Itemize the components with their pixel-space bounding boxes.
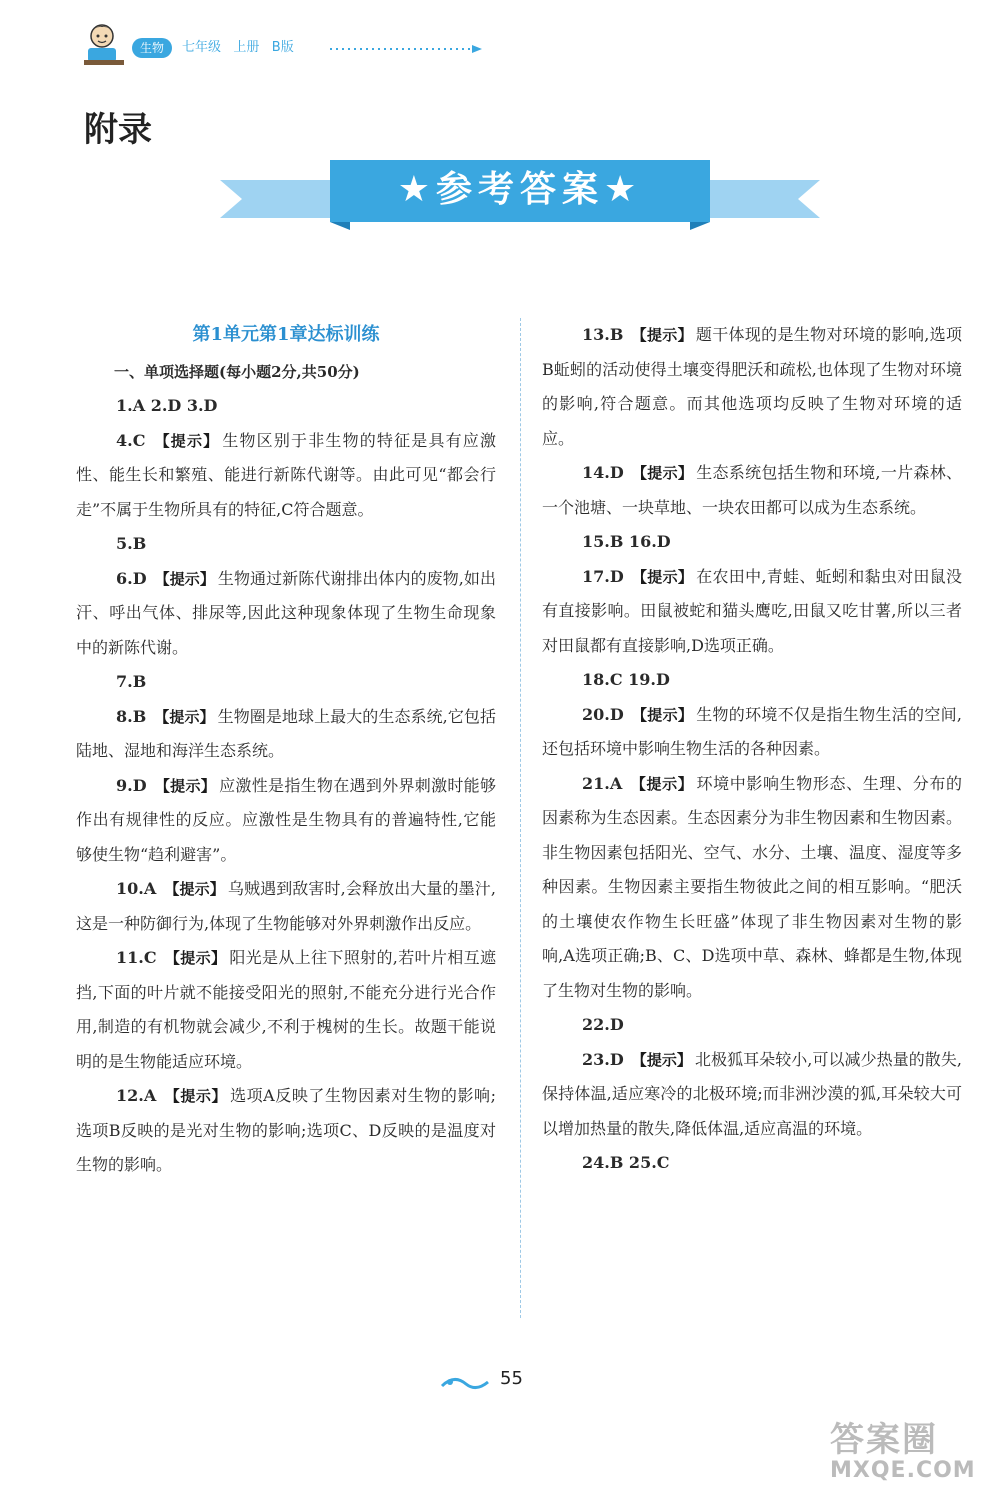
answer-item bbox=[76, 389, 496, 424]
dotted-arrow-icon bbox=[330, 44, 490, 54]
answer-explanation: 乌贼遇到敌害时,会释放出大量的墨汁,这是一种防御行为,体现了生物能够对外界刺激作出反应。 bbox=[76, 879, 496, 933]
answer-number: 22.D bbox=[582, 1015, 624, 1034]
hint-label: 【提示】 bbox=[631, 705, 694, 724]
hint-label: 【提示】 bbox=[631, 567, 694, 586]
answer-number: 9.D bbox=[116, 775, 147, 795]
appendix-title: 附录 bbox=[84, 110, 152, 150]
section-title: 第1单元第1章达标训练 bbox=[192, 324, 380, 345]
answer-explanation: 生物区别于非生物的特征是具有应激性、能生长和繁殖、能进行新陈代谢等。由此可见“都会行走”不属于生物所具有的特征,C符合题意。 bbox=[76, 430, 496, 519]
answer-explanation: 题干体现的是生物对环境的影响,选项B蚯蚓的活动使得土壤变得肥沃和疏松,也体现了生物对环境的影响,符合题意。而其他选项均反映了生物对环境的适应。 bbox=[542, 325, 962, 448]
answer-item bbox=[542, 698, 962, 767]
answer-item bbox=[76, 1079, 496, 1183]
answer-number: 4.C bbox=[116, 430, 146, 450]
answer-number: 15.B 16.D bbox=[582, 532, 671, 551]
answer-item bbox=[542, 1146, 962, 1181]
hint-label: 【提示】 bbox=[164, 949, 227, 967]
hint-label: 【提示】 bbox=[631, 464, 694, 482]
answer-explanation: 北极狐耳朵较小,可以减少热量的散失,保持体温,适应寒冷的北极环境;而非洲沙漠的狐,耳朵较大可以增加热量的散失,降低体温,适应高温的环境。 bbox=[542, 1049, 962, 1138]
hint-label: 【提示】 bbox=[154, 569, 215, 588]
answer-number: 23.D bbox=[582, 1049, 624, 1069]
answer-item bbox=[76, 562, 496, 666]
answer-item bbox=[76, 769, 496, 873]
answer-item bbox=[542, 560, 962, 664]
answer-item bbox=[542, 663, 962, 698]
student-mascot-icon bbox=[80, 20, 130, 68]
answer-item bbox=[542, 1043, 962, 1147]
answers-left-column bbox=[76, 318, 496, 1183]
answer-item bbox=[76, 424, 496, 528]
answer-number: 18.C 19.D bbox=[582, 670, 670, 689]
answer-banner-title: ★参考答案★ bbox=[397, 169, 643, 210]
grade-edition-label: 七年级 上册 B版 bbox=[182, 40, 294, 55]
answer-item bbox=[542, 318, 962, 456]
hint-label: 【提示】 bbox=[153, 431, 220, 450]
column-divider bbox=[520, 318, 521, 1318]
answer-number: 24.B 25.C bbox=[582, 1153, 670, 1172]
answer-number: 5.B bbox=[116, 534, 147, 553]
answer-explanation: 选项A反映了生物因素对生物的影响;选项B反映的是光对生物的影响;选项C、D反映的是温度对生物的影响。 bbox=[76, 1086, 496, 1174]
footer-ornament-icon bbox=[440, 1368, 540, 1398]
answer-explanation: 环境中影响生物形态、生理、分布的因素称为生态因素。生态因素分为非生物因素和生物因素。非生物因素包括阳光、空气、水分、土壤、温度、湿度等多种因素。生物因素主要指生物彼此之间的相互影响。“肥沃的土壤使农作物生长旺盛”体现了非生物因素对生物的影响,A选项正确;B、C、D选项中草、森林、蜂都是生物,体现了生物对生物的影响。 bbox=[542, 773, 962, 1000]
answer-item bbox=[542, 525, 962, 560]
hint-label: 【提示】 bbox=[154, 707, 215, 726]
hint-label: 【提示】 bbox=[164, 880, 225, 898]
answer-number: 6.D bbox=[116, 568, 147, 588]
answer-item bbox=[76, 665, 496, 700]
hint-label: 【提示】 bbox=[631, 326, 693, 344]
hint-label: 【提示】 bbox=[631, 1050, 692, 1069]
subject-badge: 生物 bbox=[132, 38, 172, 58]
answer-number: 11.C bbox=[116, 948, 157, 967]
answer-explanation: 阳光是从上往下照射的,若叶片相互遮挡,下面的叶片就不能接受阳光的照射,不能充分进行光合作用,制造的有机物就会减少,不利于槐树的生长。故题干能说明的是生物能适应环境。 bbox=[76, 948, 496, 1071]
answer-item bbox=[542, 456, 962, 525]
answer-number: 14.D bbox=[582, 463, 624, 482]
answer-list-left bbox=[76, 389, 496, 1183]
answer-number: 8.B bbox=[116, 706, 147, 726]
answer-item bbox=[76, 527, 496, 562]
answer-number: 13.B bbox=[582, 325, 624, 344]
answer-explanation: 生态系统包括生物和环境,一片森林、一个池塘、一块草地、一块农田都可以成为生态系统。 bbox=[542, 463, 962, 517]
hint-label: 【提示】 bbox=[630, 774, 694, 793]
answer-explanation: 应激性是指生物在遇到外界刺激时能够作出有规律性的反应。应激性是生物具有的普遍特性,它能够使生物“趋利避害”。 bbox=[76, 775, 496, 864]
answer-item bbox=[76, 941, 496, 1079]
answer-item bbox=[76, 872, 496, 941]
page-header bbox=[80, 20, 500, 70]
answer-number: 7.B bbox=[116, 672, 147, 691]
hint-label: 【提示】 bbox=[164, 1087, 228, 1105]
answer-number: 10.A bbox=[116, 879, 157, 898]
answer-explanation: 在农田中,青蛙、蚯蚓和黏虫对田鼠没有直接影响。田鼠被蛇和猫头鹰吃,田鼠又吃甘薯,所以三者对田鼠都有直接影响,D选项正确。 bbox=[542, 566, 962, 655]
answer-number: 17.D bbox=[582, 566, 624, 586]
answer-number: 1.A 2.D 3.D bbox=[116, 396, 218, 415]
answer-explanation: 生物圈是地球上最大的生态系统,它包括陆地、湿地和海洋生态系统。 bbox=[76, 706, 496, 760]
hint-label: 【提示】 bbox=[154, 776, 217, 795]
watermark-url-text: MXQE.COM bbox=[830, 1458, 976, 1483]
answer-explanation: 生物的环境不仅是指生物生活的空间,还包括环境中影响生物生活的各种因素。 bbox=[542, 704, 962, 758]
answer-explanation: 生物通过新陈代谢排出体内的废物,如出汗、呼出气体、排尿等,因此这种现象体现了生物生命现象中的新陈代谢。 bbox=[76, 568, 496, 657]
answer-item bbox=[542, 1008, 962, 1043]
answer-item bbox=[76, 700, 496, 769]
answer-number: 21.A bbox=[582, 773, 623, 793]
answer-item bbox=[542, 767, 962, 1009]
answers-right-column bbox=[542, 318, 962, 1181]
watermark-big-text: 答案圈 bbox=[830, 1420, 938, 1460]
site-watermark bbox=[830, 1412, 990, 1492]
answer-number: 12.A bbox=[116, 1086, 157, 1105]
answer-number: 20.D bbox=[582, 704, 624, 724]
answer-list-right bbox=[542, 318, 962, 1181]
section-subtitle: 一、单项选择题(每小题2分,共50分) bbox=[114, 362, 360, 381]
page-number: 55 bbox=[500, 1368, 523, 1389]
